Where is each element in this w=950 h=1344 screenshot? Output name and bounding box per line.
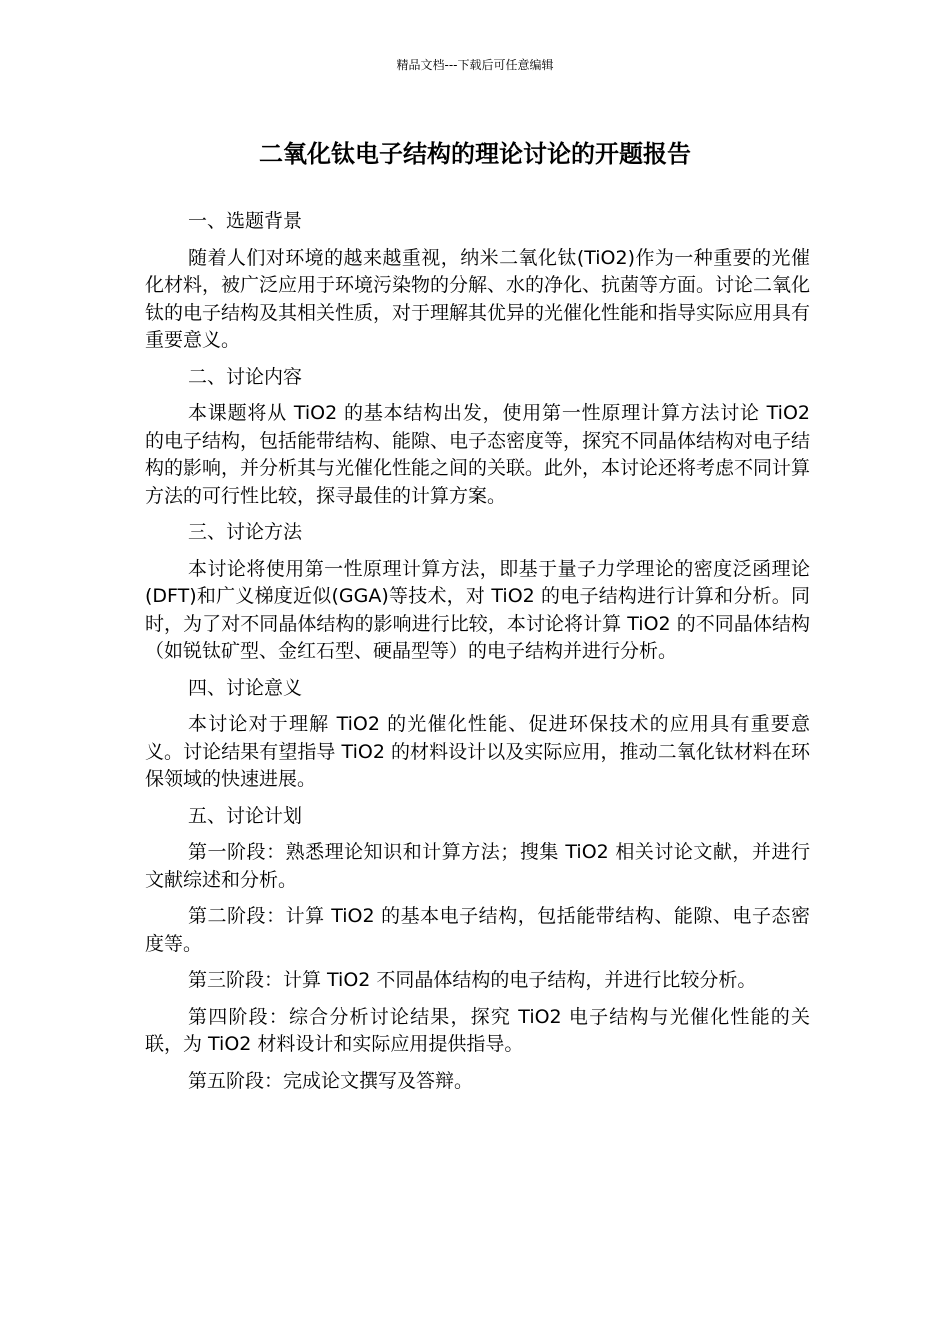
plan-stage-5: 第五阶段：完成论文撰写及答辩。 [188,1069,474,1092]
body-paragraph: 随着人们对环境的越来越重视，纳米二氧化钛(TiO2)作为一种重要的光催化材料，被广泛应用于环境污染物的分解、水的净化、抗菌等方面。讨论二氧化钛的电子结构及其相关性质，对于理解其优异的光催化性能和指导实际应用具有重要意义。 [145,246,811,351]
section-plan [145,803,810,1096]
body-paragraph: 本课题将从 TiO2 的基本结构出发，使用第一性原理计算方法讨论 TiO2 的电子结构，包括能带结构、能隙、电子态密度等，探究不同晶体结构对电子结构的影响，并分析其与光催化性能之间的关联。此外，本讨论还将考虑不同计算方法的可行性比较，探寻最佳的计算方案。 [145,402,811,507]
section-heading: 五、讨论计划 [188,804,303,827]
plan-stage-3: 第三阶段：计算 TiO2 不同晶体结构的电子结构，并进行比较分析。 [188,969,757,991]
body-paragraph: 本讨论对于理解 TiO2 的光催化性能、促进环保技术的应用具有重要意义。讨论结果有望指导 TiO2 的材料设计以及实际应用，推动二氧化钛材料在环保领域的快速进展。 [145,713,810,790]
section-heading: 四、讨论意义 [188,676,303,699]
section-heading: 三、讨论方法 [188,521,303,543]
plan-stage-1: 第一阶段：熟悉理论知识和计算方法；搜集 TiO2 相关讨论文献，并进行文献综述和分析。 [145,841,810,891]
plan-stage-4: 第四阶段：综合分析讨论结果，探究 TiO2 电子结构与光催化性能的关联，为 TiO2 材料设计和实际应用提供指导。 [145,1005,810,1055]
document-title: 二氧化钛电子结构的理论讨论的开题报告 [259,140,691,168]
document-body [145,208,810,1104]
page-header: 精品文档---下载后可任意编辑 [396,58,554,72]
section-content [145,364,810,511]
body-paragraph: 本讨论将使用第一性原理计算方法，即基于量子力学理论的密度泛函理论(DFT)和广义梯度近似(GGA)等技术，对 TiO2 的电子结构进行计算和分析。同时，为了对不同晶体结构的影响进行比较，本讨论将计算 TiO2 的不同晶体结构（如锐钛矿型、金红石型、硬晶型等）的电子结构并进行分析。 [145,557,810,662]
plan-stage-2: 第二阶段：计算 TiO2 的基本电子结构，包括能带结构、能隙、电子态密度等。 [145,905,810,955]
section-method [145,519,810,666]
section-heading: 二、讨论内容 [188,365,303,388]
section-heading: 一、选题背景 [188,210,303,232]
section-significance [145,675,810,794]
section-background [145,208,810,355]
